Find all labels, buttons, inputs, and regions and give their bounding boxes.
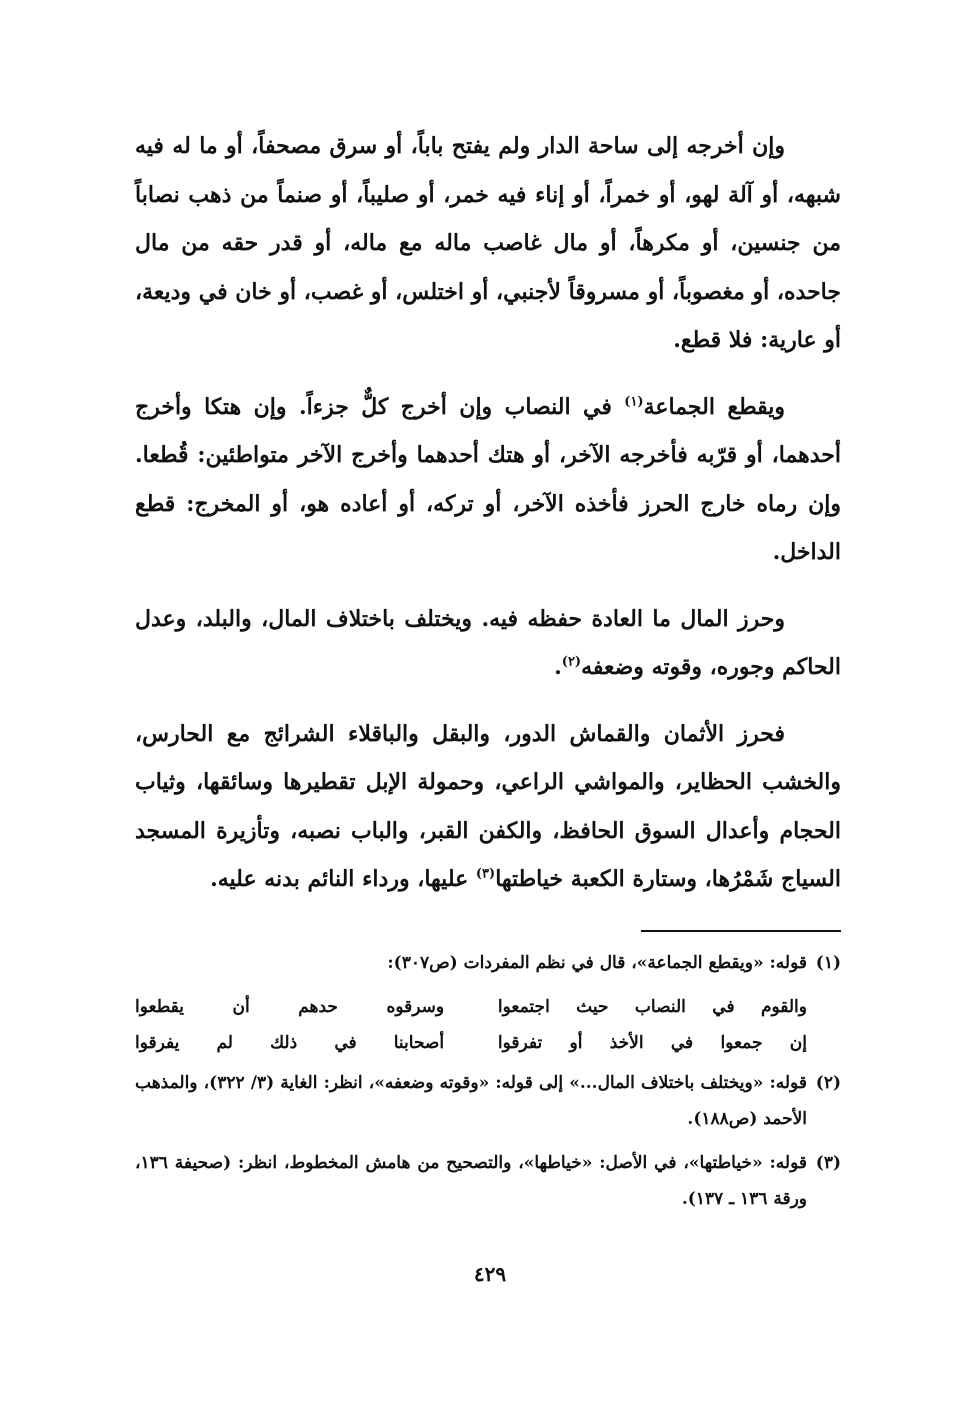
footnote-3 xyxy=(135,1145,841,1217)
footnotes xyxy=(135,945,841,1225)
page-number: ٤٢٩ xyxy=(473,1262,507,1286)
footnote-1 xyxy=(135,945,841,981)
verse-line xyxy=(135,989,807,1025)
paragraph-2-text-a: ويقطع الجماعة xyxy=(643,393,786,420)
main-text xyxy=(135,122,841,922)
paragraph-1: وإن أخرجه إلى ساحة الدار ولم يفتح باباً، أو سرق مصحفاً، أو ما له فيه شبهه، أو آلة لهو، أو خمراً، أو إناء فيه خمر، أو صليباً، أو صنماً من ذهب نصاباً من جنسين، أو مكرهاً، أو مال غاصب ماله مع ماله، أو قدر حقه من مال جاحده، أو مغصوباً، أو مسروقاً لأجنبي، أو اختلس، أو غصب، أو خان في وديعة، أو عارية: فلا قطع. xyxy=(135,133,841,353)
paragraph-3-text-a: وحرز المال ما العادة حفظه فيه. ويختلف باختلاف المال، والبلد، وعدل الحاكم وجوره، وقوته وضعفه xyxy=(135,605,841,680)
footnote-text: قوله: «خياطتها»، في الأصل: «خياطها»، والتصحيح من هامش المخطوط، انظر: (صحيفة ١٣٦، ورقة ١٣٦ ـ ١٣٧). xyxy=(135,1153,807,1209)
paragraph-2-text-b: في النصاب وإن أخرج كلٌّ جزءاً. وإن هتكا وأخرج أحدهما، أو قرّبه فأخرجه الآخر، أو هتك أحدهما وأخرج الآخر متواطئين: قُطعا. وإن رماه خارج الحرز فأخذه الآخر، أو تركه، أو أعاده هو، أو المخرج: قطع الداخل. xyxy=(135,393,841,565)
footnote-separator xyxy=(641,930,841,932)
footnote-number: (١) xyxy=(815,953,841,973)
verse-second-hemistich: أصحابنا في ذلك لم يفرقوا xyxy=(135,1033,445,1053)
paragraph-4 xyxy=(135,710,841,904)
verse-first-hemistich: إن جمعوا في الأخذ أو تفرقوا xyxy=(497,1033,807,1053)
verse-first-hemistich: والقوم في النصاب حيث اجتمعوا xyxy=(497,997,807,1017)
footnote-ref-3: (٣) xyxy=(475,866,496,882)
footnote-text: قوله: «ويختلف باختلاف المال...» إلى قوله: «وقوته وضعفه»، انظر: الغاية (٣/ ٣٢٢)، والمذهب الأحمد (ص١٨٨). xyxy=(135,1073,807,1129)
footnote-2 xyxy=(135,1065,841,1137)
footnote-text: قوله: «ويقطع الجماعة»، قال في نظم المفردات (ص٣٠٧): xyxy=(387,953,807,973)
footnote-ref-1: (١) xyxy=(624,394,644,410)
paragraph-4-text-a: فحرز الأثمان والقماش الدور، والبقل والباقلاء الشرائج مع الحارس، والخشب الحظاير، والمواشي الراعي، وحمولة الإبل تقطيرها وسائقها، وثياب الحجام وأعدال السوق الحافظ، والكفن القبر، والباب نصبه، وتأزيرة المسجد السياج شَمْرُها، وستارة الكعبة خياطتها xyxy=(135,720,841,892)
paragraph-3 xyxy=(135,595,841,692)
poem-verses xyxy=(135,989,807,1061)
paragraph-4-text-b: عليها، ورداء النائم بدنه عليه. xyxy=(210,866,476,892)
paragraph-2 xyxy=(135,383,841,577)
verse-line xyxy=(135,1025,807,1061)
verse-second-hemistich: وسرقوه حدهم أن يقطعوا xyxy=(135,997,445,1017)
footnote-ref-2: (٢) xyxy=(561,654,582,670)
paragraph-3-text-b: . xyxy=(554,654,562,680)
footnote-number: (٢) xyxy=(815,1073,841,1093)
footnote-number: (٣) xyxy=(815,1153,841,1173)
